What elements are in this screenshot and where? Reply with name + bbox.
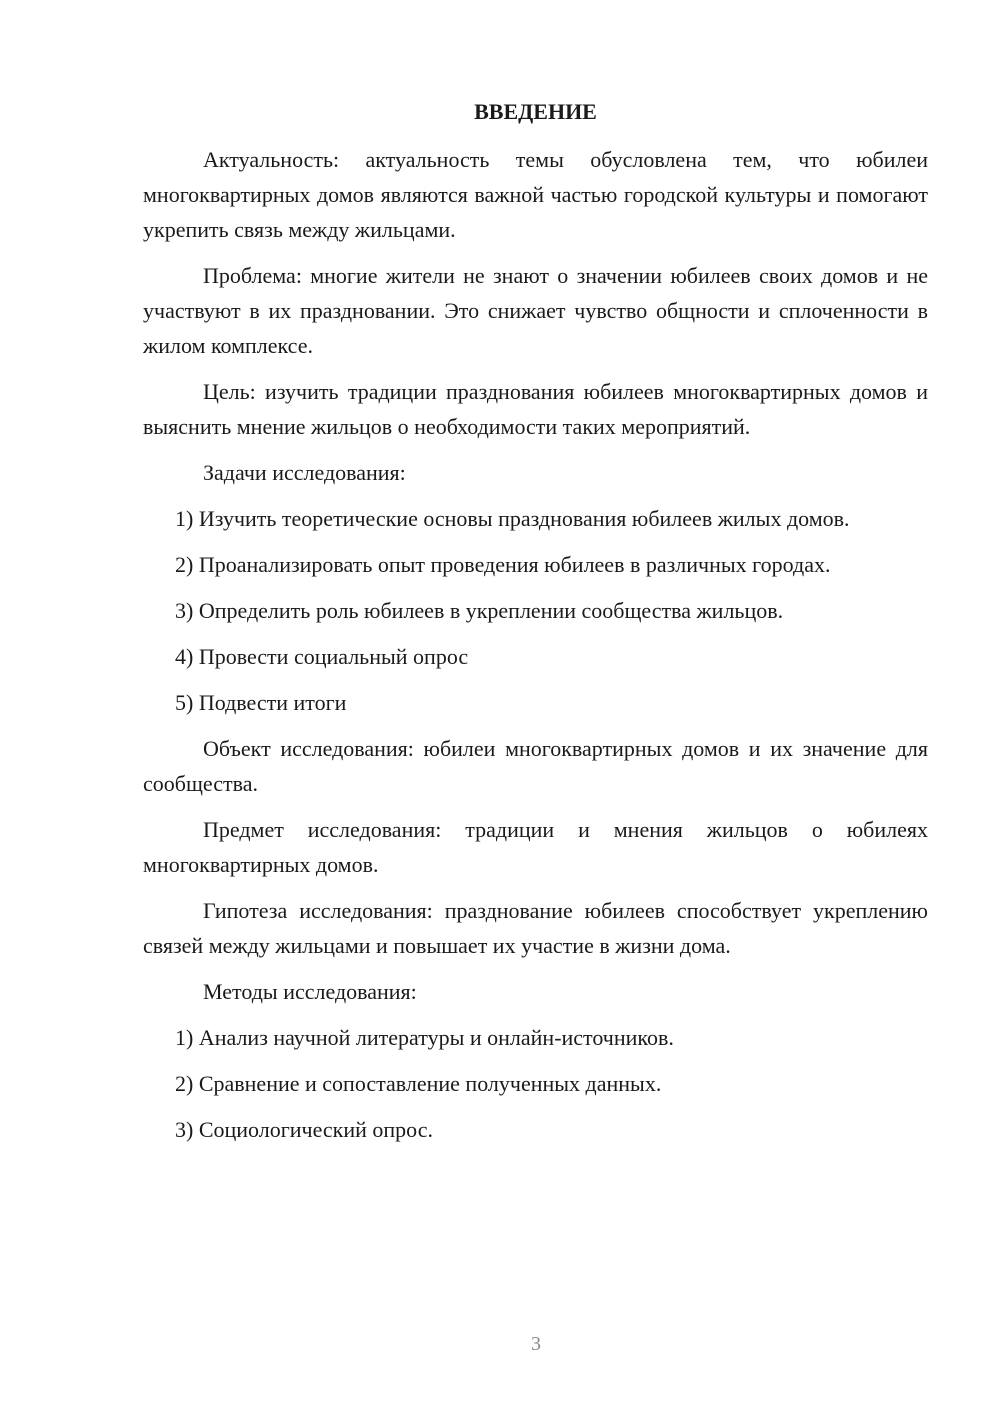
page-number: 3 — [531, 1333, 541, 1355]
hypothesis-paragraph: Гипотеза исследования: празднование юбилеев способствует укреплению связей между жильцами и повышает их участие в жизни дома. — [143, 898, 928, 958]
goal-paragraph: Цель: изучить традиции празднования юбилеев многоквартирных домов и выяснить мнение жильцов о необходимости таких мероприятий. — [143, 379, 928, 439]
document-page — [143, 94, 928, 1158]
task-item: 5) Подвести итоги — [175, 690, 347, 715]
problem-paragraph: Проблема: многие жители не знают о значении юбилеев своих домов и не участвуют в их праздновании. Это снижает чувство общности и сплоченности в жилом комплексе. — [143, 263, 928, 358]
task-item: 4) Провести социальный опрос — [175, 644, 469, 669]
task-item: 2) Проанализировать опыт проведения юбилеев в различных городах. — [175, 552, 831, 577]
method-item: 3) Социологический опрос. — [175, 1117, 433, 1142]
methods-title: Методы исследования: — [203, 979, 417, 1004]
task-item: 1) Изучить теоретические основы празднования юбилеев жилых домов. — [175, 506, 850, 531]
method-item: 2) Сравнение и сопоставление полученных данных. — [175, 1071, 662, 1096]
subject-paragraph: Предмет исследования: традиции и мнения жильцов о юбилеях многоквартирных домов. — [143, 817, 928, 877]
tasks-title: Задачи исследования: — [203, 460, 406, 485]
relevance-paragraph: Актуальность: актуальность темы обусловлена тем, что юбилеи многоквартирных домов являются важной частью городской культуры и помогают укрепить связь между жильцами. — [143, 147, 928, 242]
object-paragraph: Объект исследования: юбилеи многоквартирных домов и их значение для сообщества. — [143, 736, 928, 796]
method-item: 1) Анализ научной литературы и онлайн-источников. — [175, 1025, 674, 1050]
task-item: 3) Определить роль юбилеев в укреплении сообщества жильцов. — [175, 598, 784, 623]
section-heading: ВВЕДЕНИЕ — [474, 99, 597, 124]
